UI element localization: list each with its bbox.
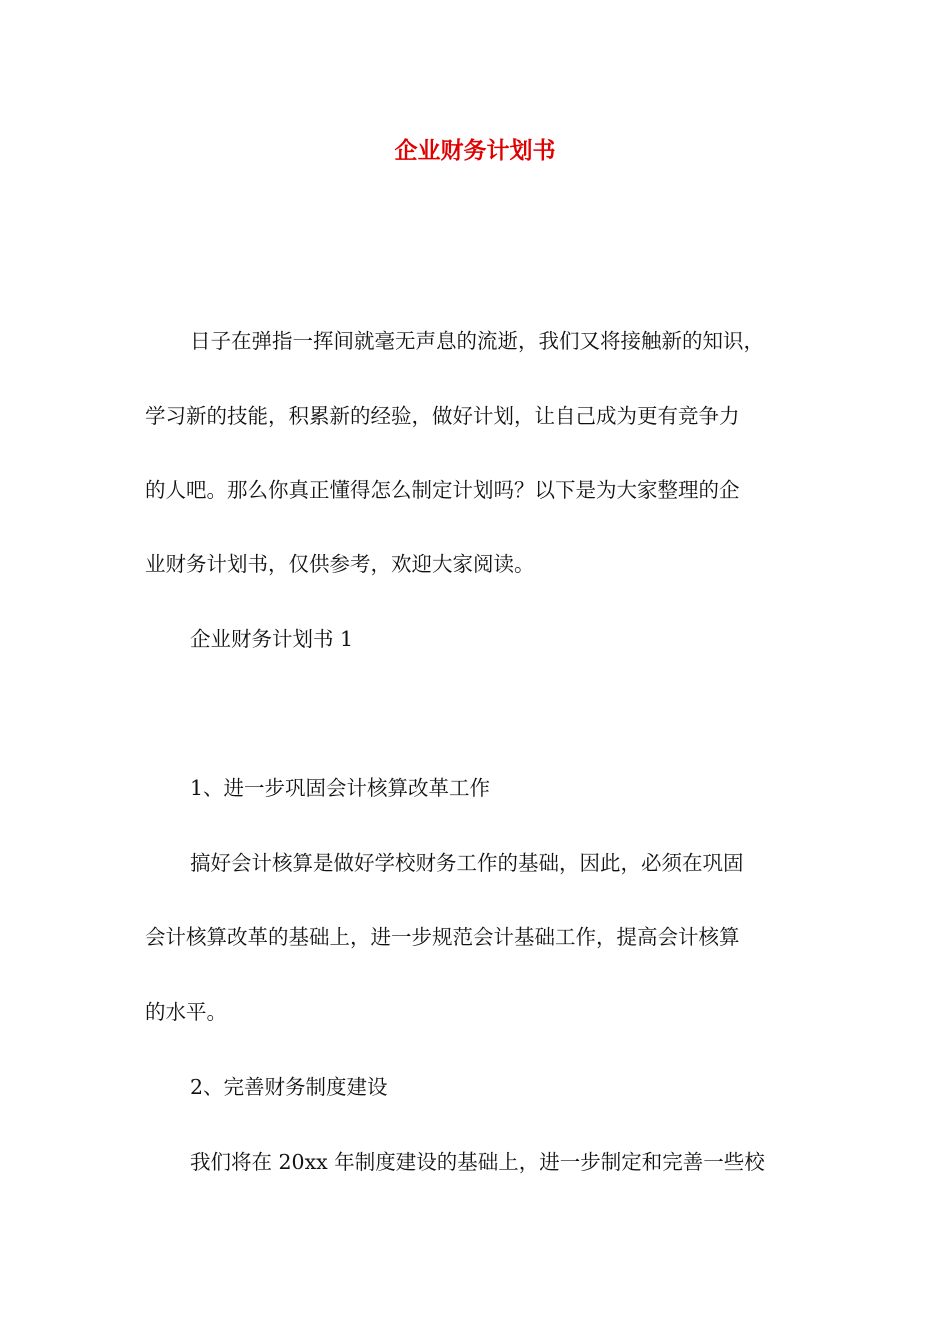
item-heading: 1、进一步巩固会计核算改革工作: [190, 776, 491, 800]
paragraph-line: 学习新的技能，积累新的经验，做好计划，让自己成为更有竞争力: [145, 404, 740, 428]
paragraph-line: 的人吧。那么你真正懂得怎么制定计划吗？以下是为大家整理的企: [145, 478, 740, 502]
paragraph-line: 会计核算改革的基础上，进一步规范会计基础工作，提高会计核算: [145, 925, 740, 949]
paragraph-line: 日子在弹指一挥间就毫无声息的流逝，我们又将接触新的知识，: [190, 329, 764, 353]
paragraph-line: 业财务计划书，仅供参考，欢迎大家阅读。: [145, 552, 535, 576]
paragraph-line: 搞好会计核算是做好学校财务工作的基础，因此，必须在巩固: [190, 851, 744, 875]
document-title: 企业财务计划书: [394, 137, 556, 164]
section-heading: 企业财务计划书 1: [190, 627, 354, 651]
item-heading: 2、完善财务制度建设: [190, 1075, 388, 1099]
paragraph-line: 的水平。: [145, 1000, 227, 1024]
paragraph-line: 我们将在 20xx 年制度建设的基础上，进一步制定和完善一些校: [190, 1150, 765, 1174]
